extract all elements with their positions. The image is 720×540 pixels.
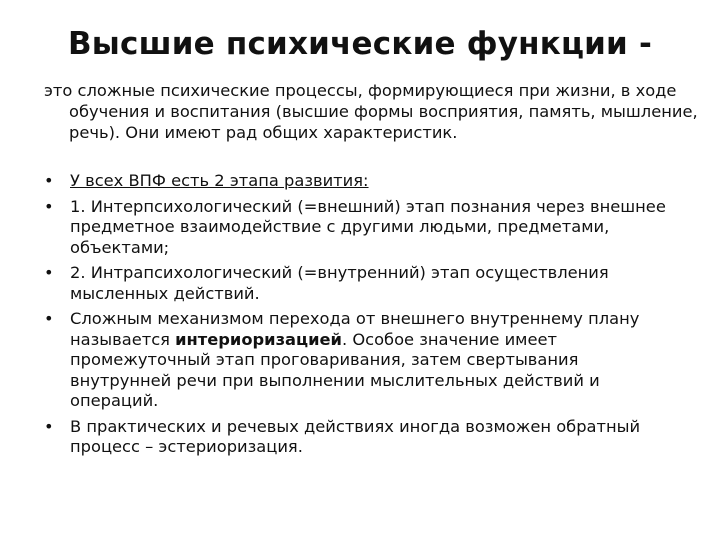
bullet-icon: •	[44, 196, 54, 216]
bullet-list	[44, 171, 666, 463]
bullet-item-intrapsychological	[44, 263, 666, 304]
intro-paragraph: это сложные психические процессы, формирующиеся при жизни, в ходе обучения и воспитания (высшие формы восприятия, память, мышление, речь). Они имеют рад общих характеристик.	[44, 81, 698, 142]
bullet-item-interiorization	[44, 309, 666, 412]
bullet-icon: •	[44, 309, 54, 328]
bullet-text-interpsychological: 1. Интерпсихологический (=внешний) этап познания через внешнее предметное взаимодействие с другими людьми, предметами, объектами;	[70, 196, 666, 257]
bullet-text-interiorization-before: Сложным механизмом перехода от внешнего внутреннему плану называется	[70, 309, 640, 349]
bullet-item-stages	[44, 171, 666, 192]
bullet-term-interiorization: интериоризацией	[175, 329, 342, 349]
bullet-text-stages: У всех ВПФ есть 2 этапа развития:	[70, 171, 369, 190]
bullet-item-exteriorization	[44, 417, 666, 458]
bullet-text-intrapsychological: 2. Интрапсихологический (=внутренний) этап осуществления мысленных действий.	[70, 263, 609, 303]
slide-title: Высшие психические функции -	[67, 26, 653, 62]
bullet-icon: •	[44, 171, 54, 190]
bullet-item-interpsychological	[44, 197, 666, 259]
bullet-text-exteriorization: В практических и речевых действиях иногда возможен обратный процесс – эстериоризация.	[70, 416, 641, 456]
bullet-icon: •	[44, 416, 54, 436]
bullet-icon: •	[44, 263, 54, 282]
bullet-text-interiorization-after: . Особое значение имеет промежуточный этап проговаривания, затем свертывания внутрунней речи при выполнении мыслительных действий и операций.	[70, 329, 600, 410]
